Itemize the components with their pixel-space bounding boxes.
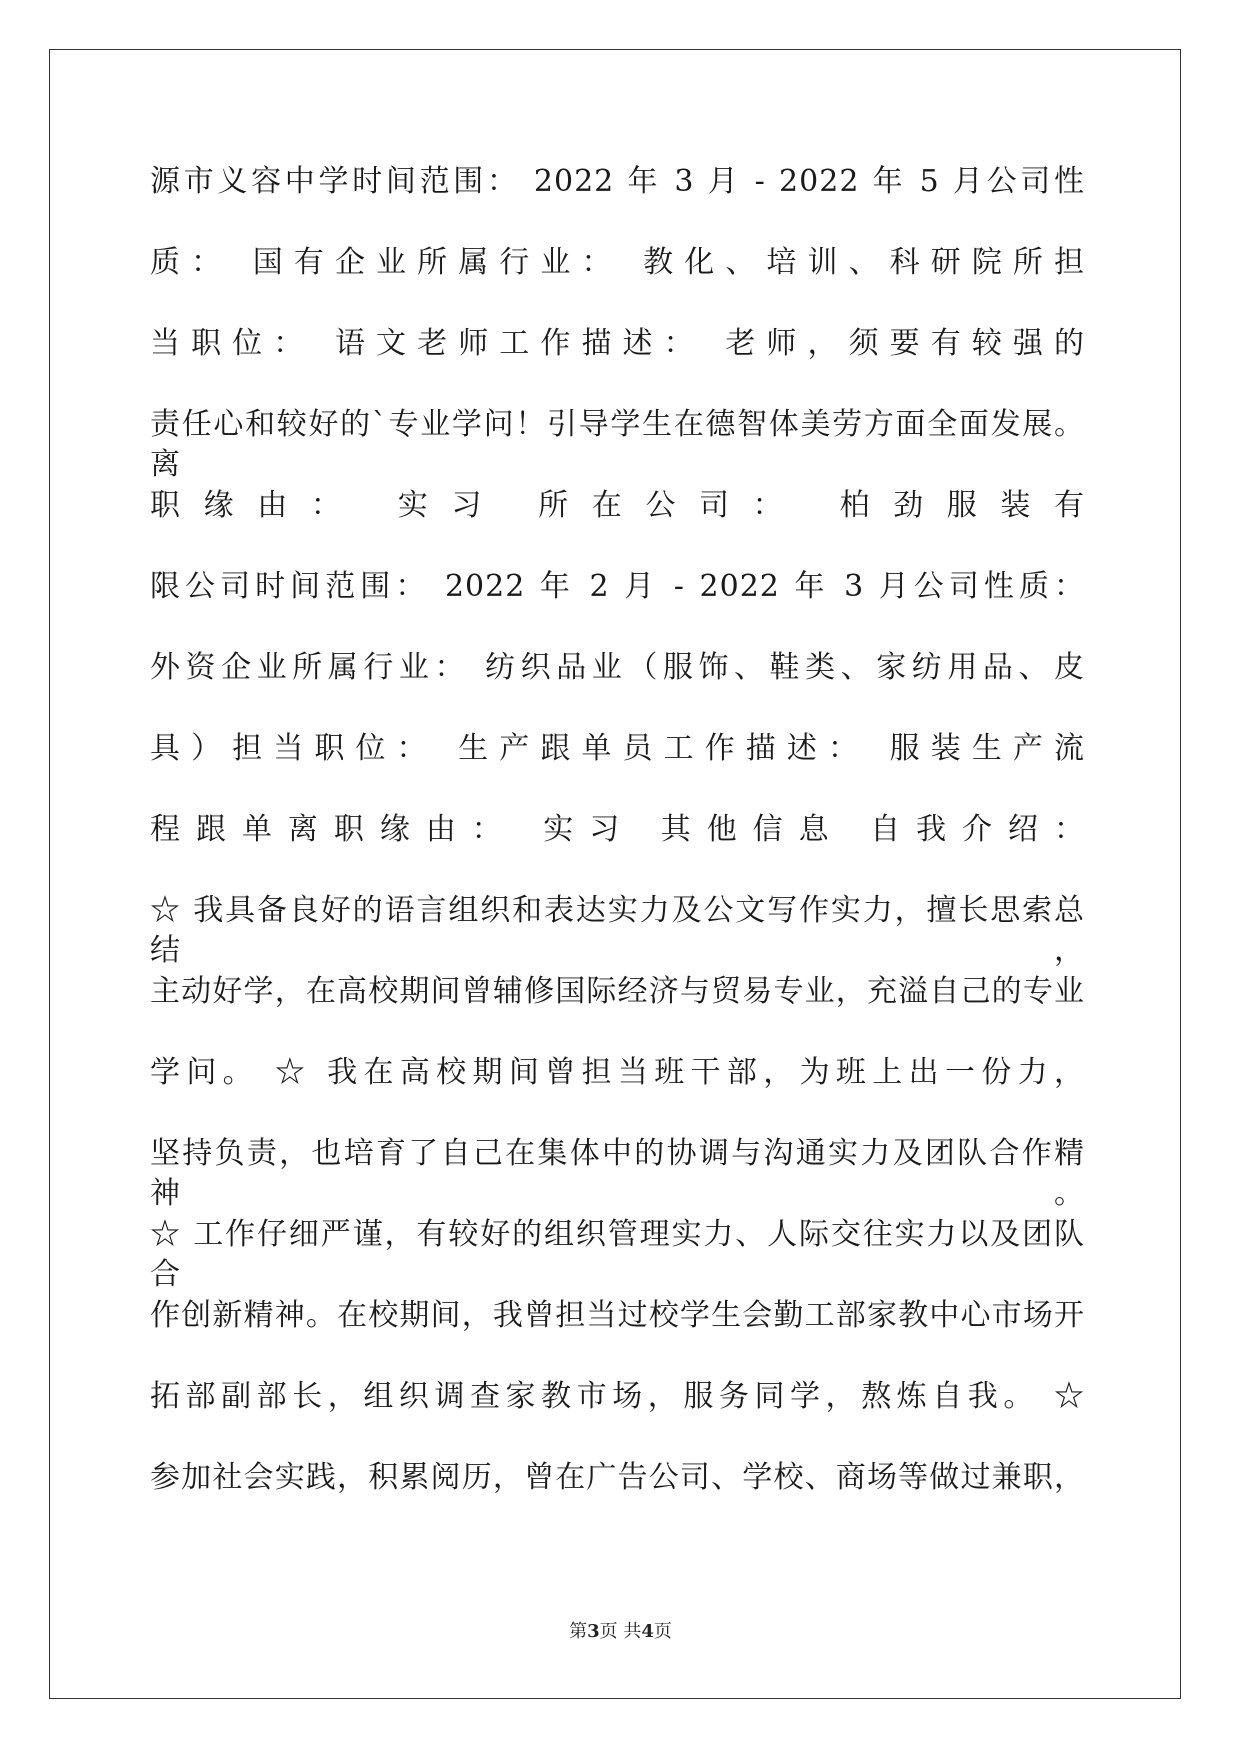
text-line-15: 作创新精神。在校期间，我曾担当过校学生会勤工部家教中心市场开 [150, 1298, 1085, 1333]
text-line-12: 学问。 ☆ 我在高校期间曾担当班干部，为班上出一份力， [150, 1055, 1085, 1090]
total-page-number: 4 [641, 1621, 654, 1642]
text-line-3: 当职位： 语文老师工作描述： 老师，须要有较强的 [150, 326, 1085, 361]
text-line-16: 拓部副部长，组织调查家教市场，服务同学，熬炼自我。 ☆ [150, 1379, 1085, 1414]
text-line-14: ☆ 工作仔细严谨，有较好的组织管理实力、人际交往实力以及团队合 [150, 1217, 1085, 1292]
text-line-1: 源市义容中学时间范围： 2022 年 3 月 - 2022 年 5 月公司性 [150, 164, 1085, 199]
text-line-8: 具）担当职位： 生产跟单员工作描述： 服装生产流 [150, 731, 1085, 766]
text-line-9: 程跟单离职缘由： 实习 其他信息 自我介绍： [150, 812, 1085, 847]
text-line-10: ☆ 我具备良好的语言组织和表达实力及公文写作实力，擅长思索总结， [150, 893, 1085, 968]
page-suffix: 页 [653, 1621, 672, 1642]
document-body [150, 162, 1085, 1539]
text-line-11: 主动好学，在高校期间曾辅修国际经济与贸易专业，充溢自己的专业 [150, 974, 1085, 1009]
text-line-17: 参加社会实践，积累阅历，曾在广告公司、学校、商场等做过兼职， [150, 1460, 1085, 1495]
text-line-7: 外资企业所属行业： 纺织品业（服饰、鞋类、家纺用品、皮 [150, 650, 1085, 685]
page-prefix: 第 [569, 1621, 588, 1642]
page-number-footer [0, 1617, 1241, 1643]
text-line-4: 责任心和较好的`专业学问！引导学生在德智体美劳方面全面发展。离 [150, 407, 1085, 482]
text-line-13: 坚持负责，也培育了自己在集体中的协调与沟通实力及团队合作精神。 [150, 1136, 1085, 1211]
text-line-5: 职缘由： 实习 所在公司： 柏劲服装有 [150, 488, 1085, 523]
current-page-number: 3 [587, 1621, 600, 1642]
text-line-6: 限公司时间范围： 2022 年 2 月 - 2022 年 3 月公司性质： [150, 569, 1085, 604]
text-line-2: 质： 国有企业所属行业： 教化、培训、科研院所担 [150, 245, 1085, 280]
page-middle-text: 页 共 [599, 1621, 642, 1642]
